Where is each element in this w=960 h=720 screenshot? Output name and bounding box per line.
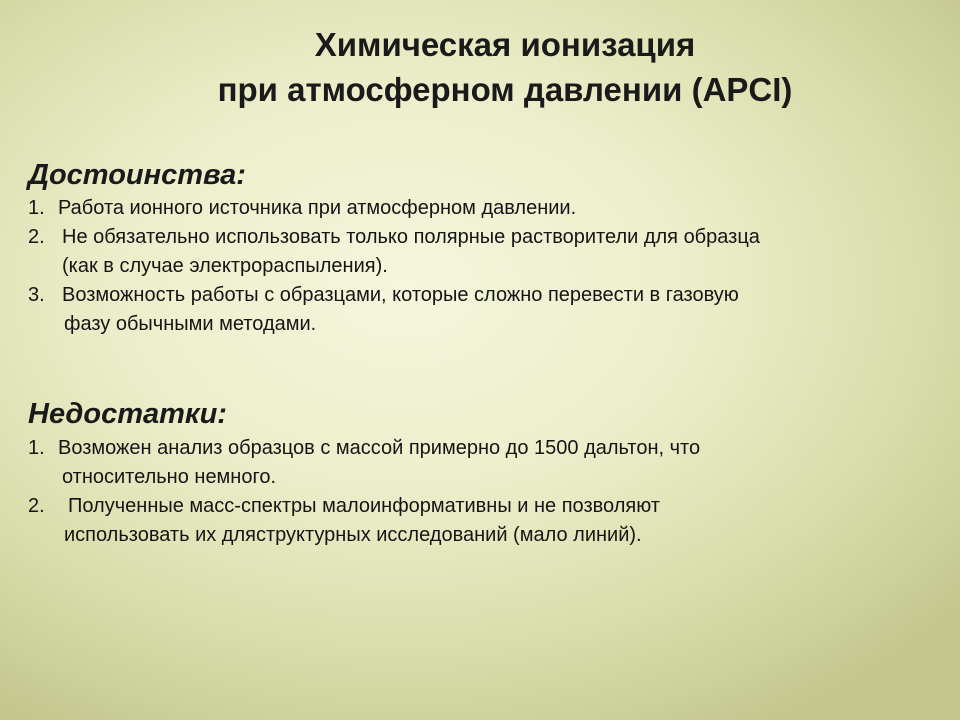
disadvantage-item-2-text: Полученные масс-спектры малоинформативны и не позволяют bbox=[68, 495, 660, 517]
advantage-item-3 bbox=[28, 281, 739, 310]
disadvantage-item-1-text: Возможен анализ образцов с массой примерно до 1500 дальтон, что bbox=[58, 437, 701, 459]
title-line-1: Химическая ионизация bbox=[314, 26, 696, 63]
disadvantage-item-1-number: 1. bbox=[28, 437, 45, 459]
advantage-item-1 bbox=[28, 194, 576, 223]
disadvantage-item-2-continuation: использовать их дляструктурных исследований (мало линий). bbox=[64, 524, 642, 546]
advantage-item-2-number: 2. bbox=[28, 226, 45, 248]
advantage-item-1-number: 1. bbox=[28, 197, 45, 219]
disadvantage-item-1-continuation: относительно немного. bbox=[62, 466, 277, 488]
advantage-item-1-text: Работа ионного источника при атмосферном давлении. bbox=[58, 197, 577, 219]
advantage-item-2-text: Не обязательно использовать только полярные растворители для образца bbox=[62, 226, 760, 248]
slide-title bbox=[0, 22, 960, 112]
disadvantage-item-2 bbox=[28, 492, 660, 521]
advantages-heading: Достоинства: bbox=[28, 159, 246, 191]
disadvantage-item-2-number: 2. bbox=[28, 495, 45, 517]
advantage-item-3-text: Возможность работы с образцами, которые сложно перевести в газовую bbox=[62, 284, 739, 306]
disadvantages-heading: Недостатки: bbox=[28, 398, 227, 430]
title-line-2: при атмосферном давлении (APCI) bbox=[217, 71, 793, 108]
advantage-item-2-continuation: (как в случае электрораспыления). bbox=[62, 255, 388, 277]
disadvantage-item-1 bbox=[28, 434, 700, 463]
advantage-item-2 bbox=[28, 223, 760, 252]
advantage-item-3-continuation: фазу обычными методами. bbox=[64, 313, 317, 335]
advantage-item-3-number: 3. bbox=[28, 284, 45, 306]
